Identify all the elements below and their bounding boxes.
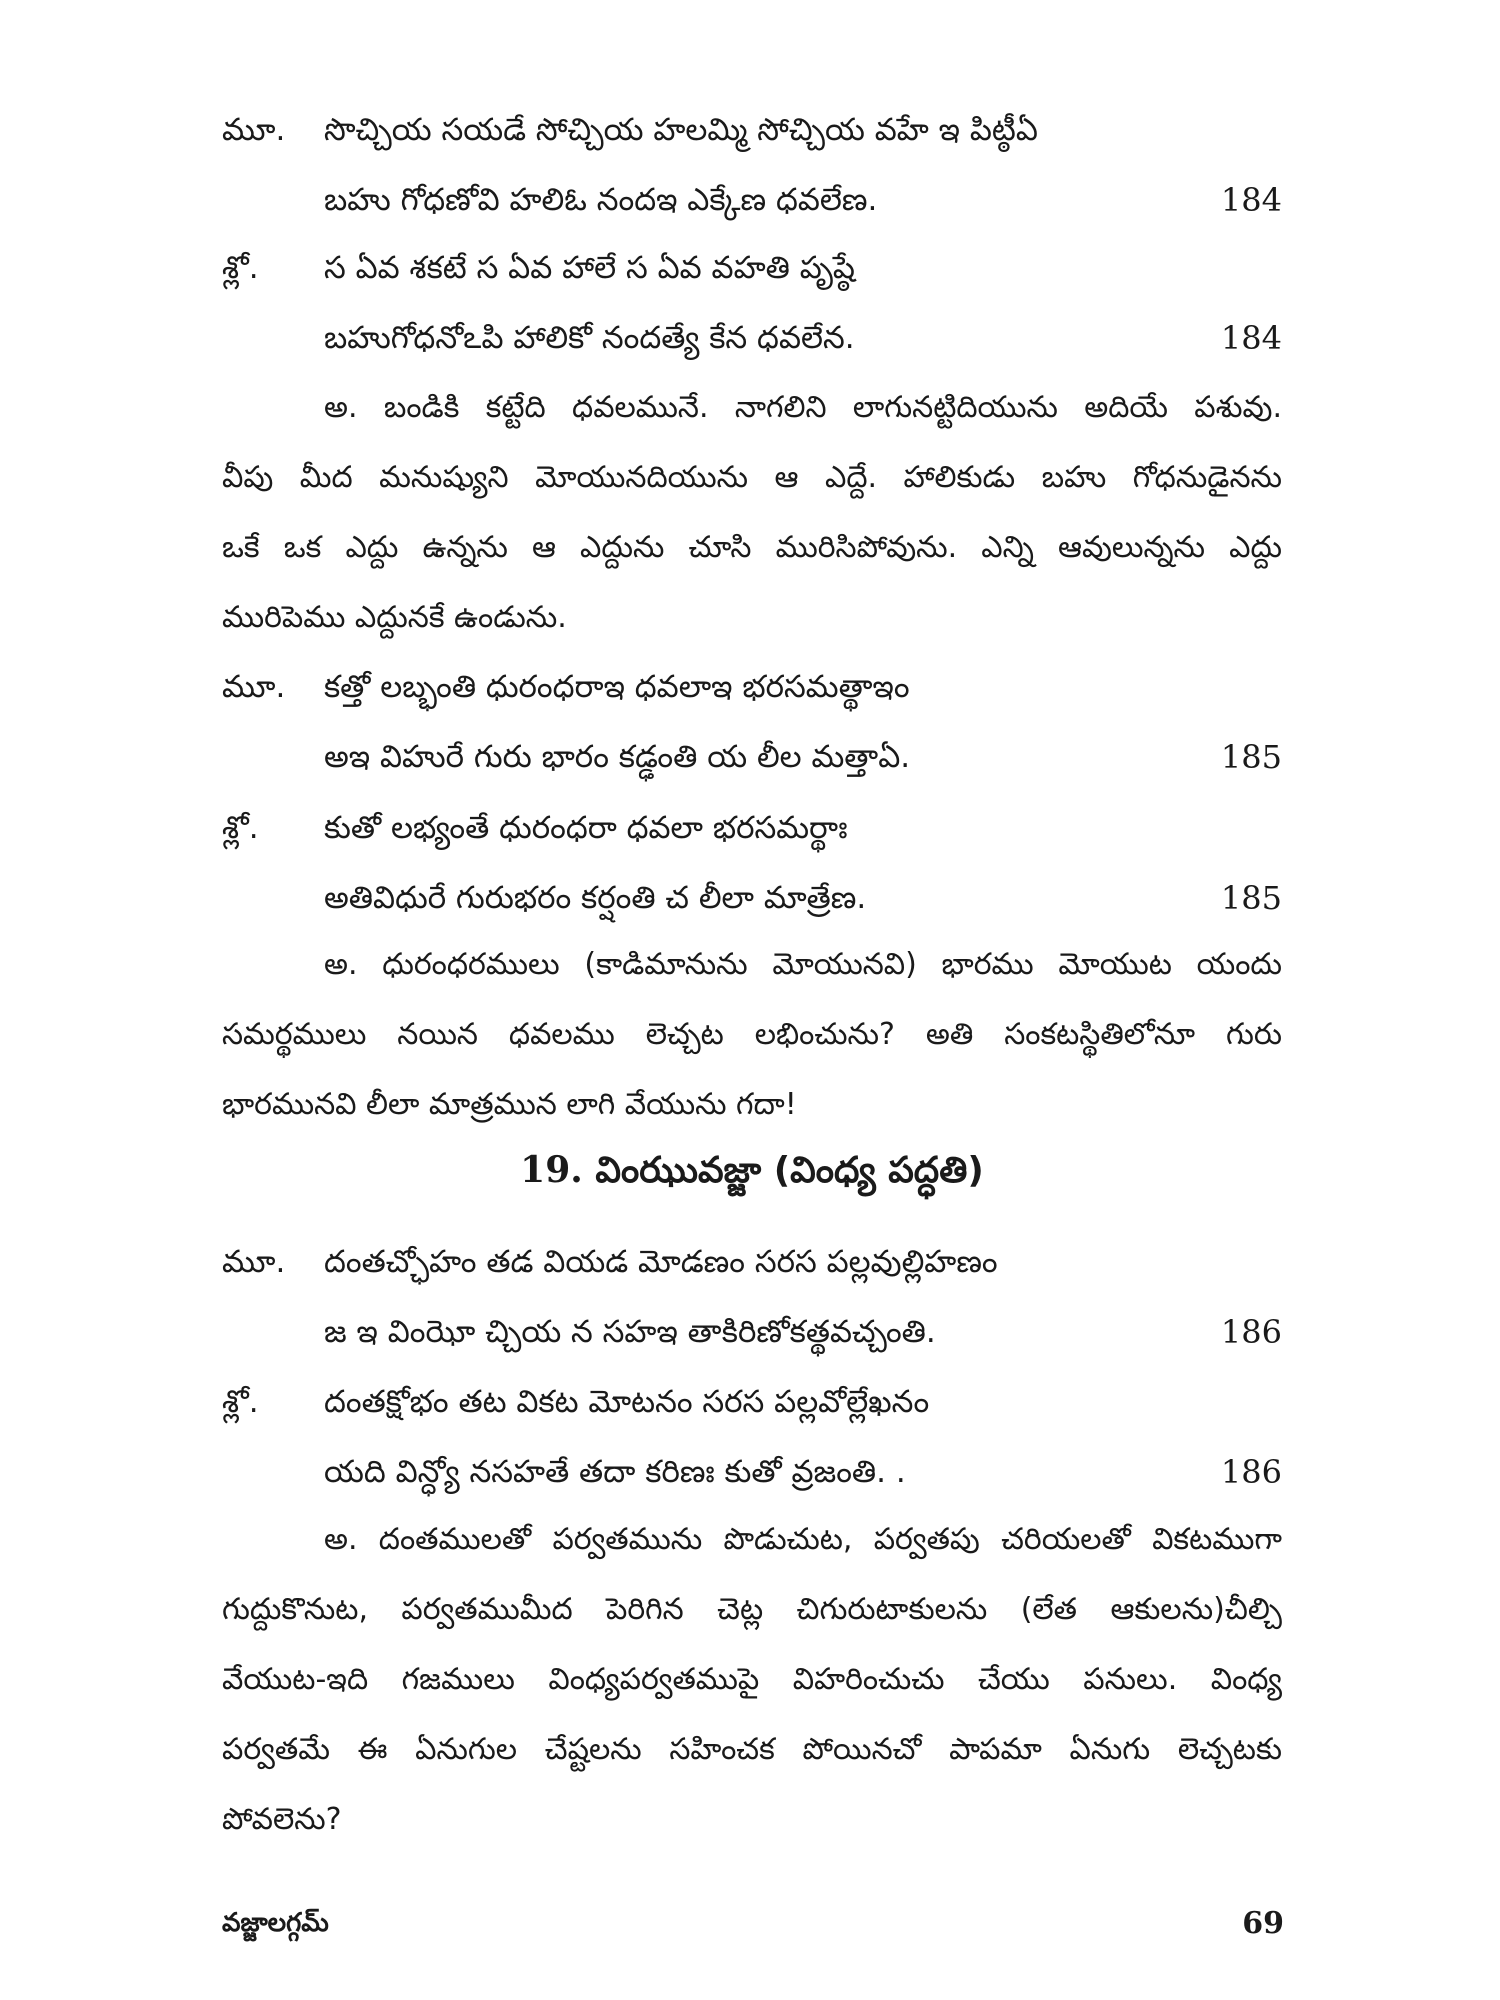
verse-text: అఇ విహురే గురు భారం కడ్ఢంతి య లీల మత్తాఏ. <box>324 739 911 775</box>
verse-text: సొచ్చియ సయడే సోచ్చియ హలమ్మి సోచ్చియ వహే ఇ పిట్ఠీఏ <box>324 112 1038 148</box>
commentary-line: అ. దంతములతో పర్వతమును పొడుచుట, పర్వతపు చరియలతో వికటముగా <box>324 1522 1282 1557</box>
verse-line <box>222 1227 1282 1297</box>
verse-label: శ్లో. <box>222 1384 259 1420</box>
verse-text: బహు గోధణోవి హలిఓ నందఇ ఎక్కేణ ధవలేణ. <box>324 182 878 218</box>
verse-number: 185 <box>1220 738 1282 776</box>
verse-number: 186 <box>1220 1453 1282 1491</box>
verse-text: అతివిధురే గురుభరం కర్షంతి చ లీలా మాత్రేణ. <box>324 880 867 916</box>
verse-block <box>222 793 1282 933</box>
verse-block <box>222 1367 1282 1507</box>
verse-label: మూ. <box>222 1244 286 1280</box>
verse-line <box>222 1297 1282 1367</box>
commentary-paragraph <box>222 930 1282 1140</box>
verse-block <box>222 233 1282 373</box>
commentary-line: వేయుట-ఇది గజములు వింధ్యపర్వతముపై విహరించుచు చేయు పనులు. వింధ్య <box>222 1662 1282 1697</box>
section-heading <box>222 1135 1282 1205</box>
verse-text: స ఏవ శకటే స ఏవ హాలే స ఏవ వహతి పృష్ఠే <box>324 250 856 286</box>
verse-number: 184 <box>1220 181 1282 219</box>
verse-line <box>222 793 1282 863</box>
commentary-line: అ. బండికి కట్టేది ధవలమునే. నాగలిని లాగునట్టిదియును అదియే పశువు. <box>324 390 1282 425</box>
verse-text: బహుగోధనోఽపి హాలికో నందత్యే కేన ధవలేన. <box>324 320 855 356</box>
verse-number: 184 <box>1220 319 1282 357</box>
verse-number: 186 <box>1220 1313 1282 1351</box>
commentary-paragraph <box>222 1505 1282 1855</box>
verse-label: మూ. <box>222 669 286 705</box>
verse-label: మూ. <box>222 112 286 148</box>
verse-line <box>222 863 1282 933</box>
verse-text: యది విన్ధ్యో నసహతే తదా కరిణః కుతో వ్రజంతి. . <box>324 1454 906 1490</box>
commentary-line: పర్వతమే ఈ ఏనుగుల చేష్టలను సహించక పోయినచో పాపమా ఏనుగు లెచ్చటకు <box>222 1732 1282 1767</box>
verse-line <box>222 1367 1282 1437</box>
verse-line <box>222 95 1282 165</box>
commentary-line: పోవలెను? <box>222 1802 342 1837</box>
verse-line <box>222 1437 1282 1507</box>
verse-block <box>222 652 1282 792</box>
verse-text: జ ఇ వింఝో చ్చియ న సహఇ తాకిరిణోకత్థవచ్చంతి. <box>324 1314 936 1350</box>
commentary-line: వీపు మీద మనుష్యుని మోయునదియును ఆ ఎద్దే. హాలికుడు బహు గోధనుడైనను <box>222 460 1282 495</box>
running-footer-title: వజ్జాలగ్గమ్ <box>222 1908 329 1938</box>
commentary-paragraph <box>222 373 1282 653</box>
verse-line <box>222 652 1282 722</box>
verse-line <box>222 722 1282 792</box>
commentary-line: మురిపెము ఎద్దునకే ఉండును. <box>222 600 567 635</box>
verse-text: కత్తో లబ్భంతి ధురంధరాఇ ధవలాఇ భరసమత్థాఇం <box>324 669 910 705</box>
section-number: 19. <box>520 1149 583 1191</box>
section-title: వింఝువజ్జా (వింధ్య పద్ధతి) <box>595 1150 984 1191</box>
commentary-line: సమర్థములు నయిన ధవలము లెచ్చట లభించును? అతి సంకటస్థితిలోనూ గురు <box>222 1017 1282 1052</box>
verse-line <box>222 303 1282 373</box>
verse-label: శ్లో. <box>222 810 259 846</box>
verse-line <box>222 165 1282 235</box>
commentary-line: ఒకే ఒక ఎద్దు ఉన్నను ఆ ఎద్దును చూసి మురిసిపోవును. ఎన్ని ఆవులున్నను ఎద్దు <box>222 530 1282 565</box>
commentary-line: అ. ధురంధరములు (కాడిమానును మోయునవి) భారము మోయుట యందు <box>324 947 1282 982</box>
verse-number: 185 <box>1220 879 1282 917</box>
commentary-line: భారమునవి లీలా మాత్రమున లాగి వేయును గదా! <box>222 1087 797 1122</box>
verse-block <box>222 95 1282 235</box>
commentary-line: గుద్దుకొనుట, పర్వతముమీద పెరిగిన చెట్ల చిగురుటాకులను (లేత ఆకులను)చీల్చి <box>222 1592 1282 1627</box>
verse-block <box>222 1227 1282 1367</box>
page-number: 69 <box>1242 1906 1284 1941</box>
verse-text: దంతచ్ఛోహం తడ వియడ మోడణం సరస పల్లవుల్లిహణం <box>324 1244 998 1280</box>
verse-text: దంతక్షోభం తట వికట మోటనం సరస పల్లవోల్లేఖనం <box>324 1384 930 1420</box>
verse-text: కుతో లభ్యంతే ధురంధరా ధవలా భరసమర్థాః <box>324 810 848 846</box>
verse-line <box>222 233 1282 303</box>
verse-label: శ్లో. <box>222 250 259 286</box>
